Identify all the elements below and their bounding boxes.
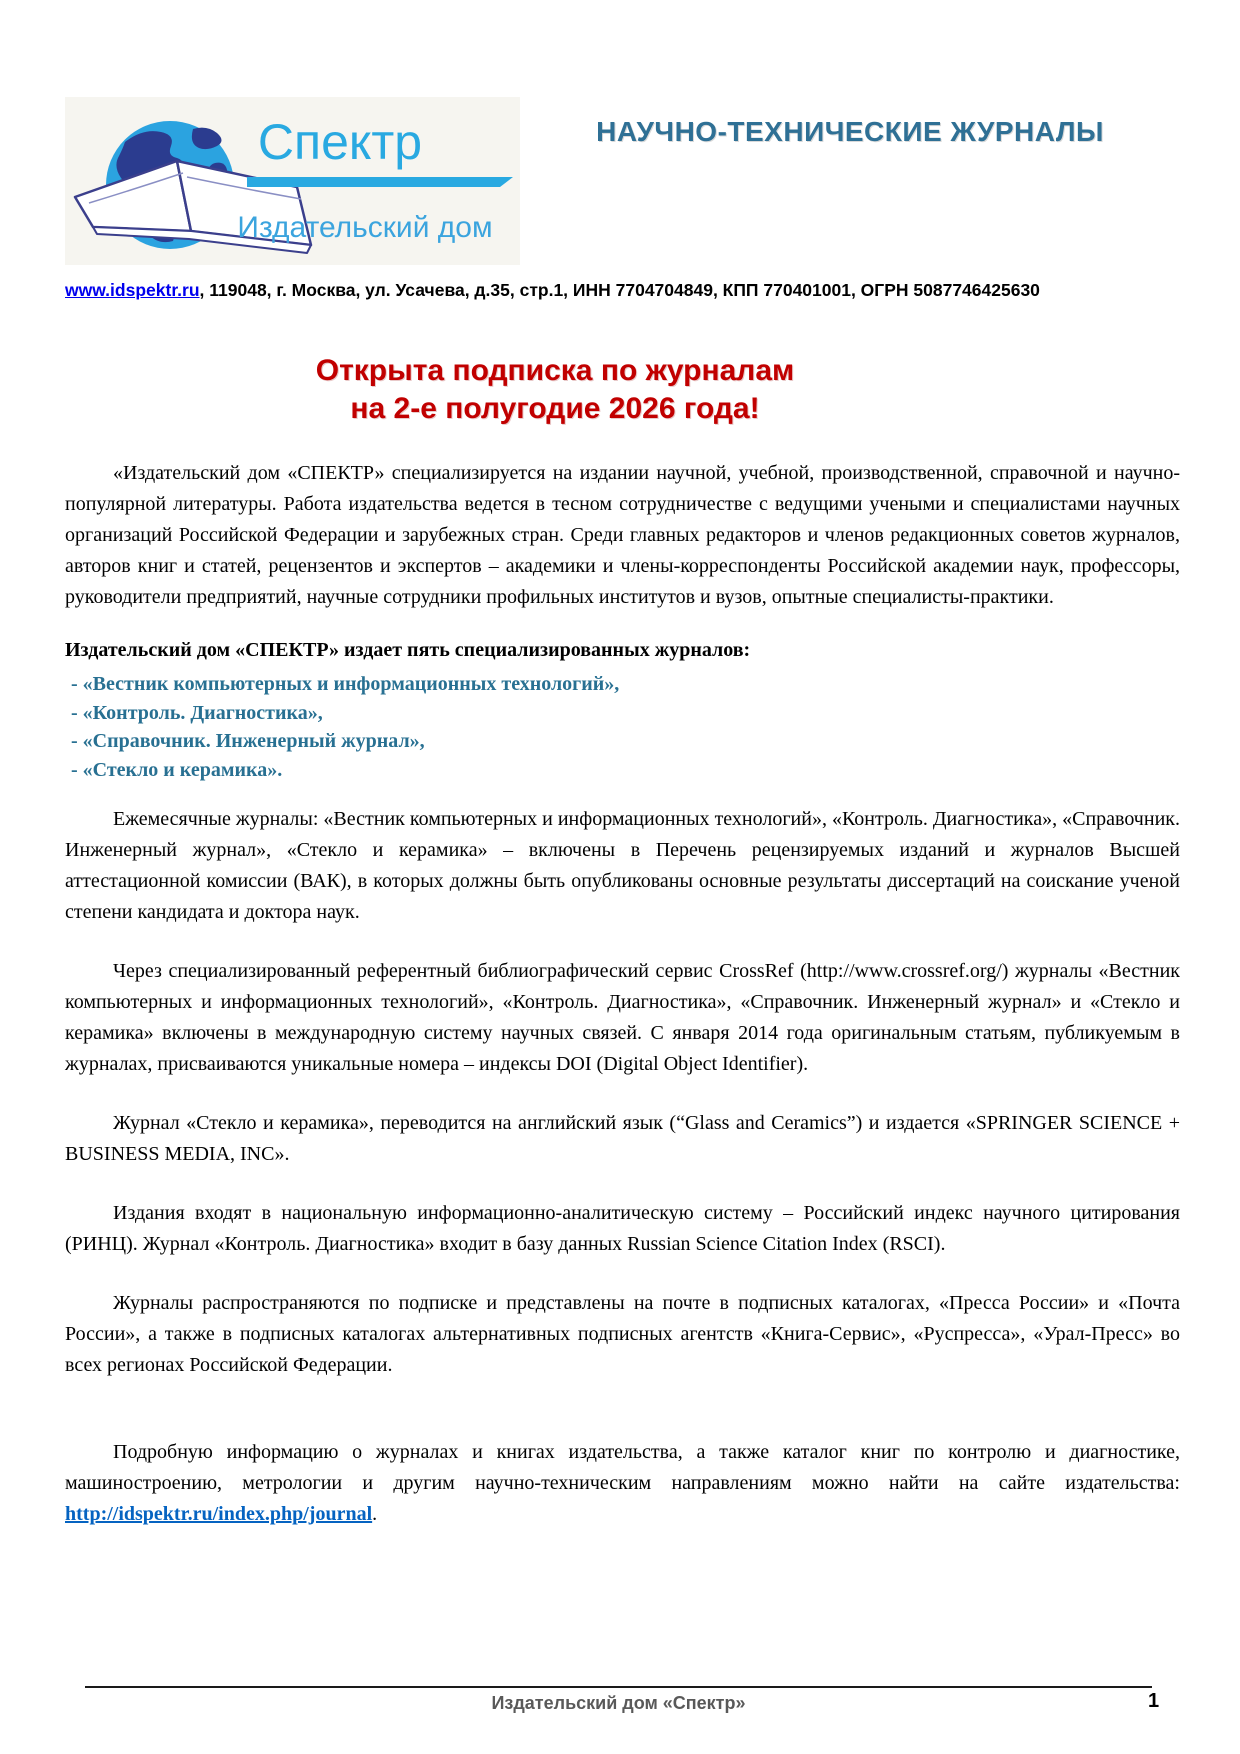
publisher-logo — [65, 97, 520, 265]
monthly-journals-paragraph: Ежемесячные журналы: «Вестник компьютерных и информационных технологий», «Контроль. Диагностика», «Справочник. Инженерный журнал», «Стекло и керамика» – включены в Перечень рецензируемых изданий и журналов Высшей аттестационной комиссии (ВАК), в которых должны быть опубликованы основные результаты диссертаций на соискание ученой степени кандидата и доктора наук. — [65, 808, 1180, 923]
contact-details: , 119048, г. Москва, ул. Усачева, д.35, стр.1, ИНН 7704704849, КПП 770401001, ОГРН 5087746425630 — [199, 280, 1040, 300]
journal-list — [65, 670, 1180, 784]
list-item: - «Контроль. Диагностика», — [71, 701, 323, 724]
info-text: Подробную информацию о журналах и книгах издательства, а также каталог книг по контролю и диагностике, машиностроению, метрологии и другим научно-техническим направлениям можно найти на сайте издательства: — [65, 1441, 1180, 1494]
footer-divider — [85, 1686, 1152, 1688]
subscription-announcement — [65, 352, 1045, 428]
spektr-logo-graphic — [65, 97, 520, 265]
logo-underline — [247, 177, 513, 187]
website-link[interactable]: www.idspektr.ru — [65, 280, 200, 300]
list-item: - «Справочник. Инженерный журнал», — [71, 730, 425, 752]
info-text-end: . — [372, 1503, 378, 1525]
distribution-paragraph: Журналы распространяются по подписке и представлены на почте в подписных каталогах, «Пресса России» и «Почта России», а также в подписных каталогах альтернативных подписных агентств «Книга-Сервис», «Руспресса», «Урал-Пресс» во всех регионах Российской Федерации. — [65, 1292, 1180, 1376]
logo-brand-text: Спектр — [257, 114, 423, 170]
journal-catalog-link[interactable]: http://idspektr.ru/index.php/journal — [65, 1503, 373, 1525]
springer-paragraph: Журнал «Стекло и керамика», переводится на английский язык (“Glass and Ceramics”) и издается «SPRINGER SCIENCE + BUSINESS MEDIA, INC». — [65, 1112, 1180, 1165]
logo-subtitle-text: Издательский дом — [237, 211, 493, 244]
intro-paragraph: «Издательский дом «СПЕКТР» специализируется на издании научной, учебной, производственной, справочной и научно-популярной литературы. Работа издательства ведется в тесном сотрудничестве с ведущими учеными и специалистами научных организаций Российской Федерации и зарубежных стран. Среди главных редакторов и членов редакционных советов журналов, авторов книг и статей, рецензентов и экспертов – академики и члены-корреспонденты Российской академии наук, профессоры, руководители предприятий, научные сотрудники профильных институтов и вузов, опытные специалисты-практики. — [65, 462, 1180, 608]
contact-line — [65, 280, 1185, 301]
page-title: НАУЧНО-ТЕХНИЧЕСКИЕ ЖУРНАЛЫ — [596, 116, 1104, 147]
crossref-paragraph: Через специализированный референтный библиографический сервис CrossRef (http://www.crossref.org/) журналы «Вестник компьютерных и информационных технологий», «Контроль. Диагностика», «Справочник. Инженерный журнал» и «Стекло и керамика» включены в международную систему научных связей. С января 2014 года оригинальным статьям, публикуемым в журналах, присваиваются уникальные номера – индексы DOI (Digital Object Identifier). — [65, 960, 1180, 1075]
citation-paragraph: Издания входят в национальную информационно-аналитическую систему – Российский индекс научного цитирования (РИНЦ). Журнал «Контроль. Диагностика» входит в базу данных Russian Science Citation Index (RSCI). — [65, 1202, 1180, 1255]
announcement-line1: Открыта подписка по журналам — [315, 354, 795, 387]
footer-publisher: Издательский дом «Спектр» — [491, 1693, 746, 1713]
info-paragraph — [65, 1437, 1180, 1530]
list-item: - «Стекло и керамика». — [71, 758, 283, 781]
journals-heading: Издательский дом «СПЕКТР» издает пять специализированных журналов: — [65, 639, 751, 661]
page-number: 1 — [1148, 1690, 1160, 1712]
announcement-line2: на 2-е полугодие 2026 года! — [350, 392, 760, 425]
document-body — [65, 352, 1180, 1558]
list-item: - «Вестник компьютерных и информационных технологий», — [71, 673, 620, 695]
